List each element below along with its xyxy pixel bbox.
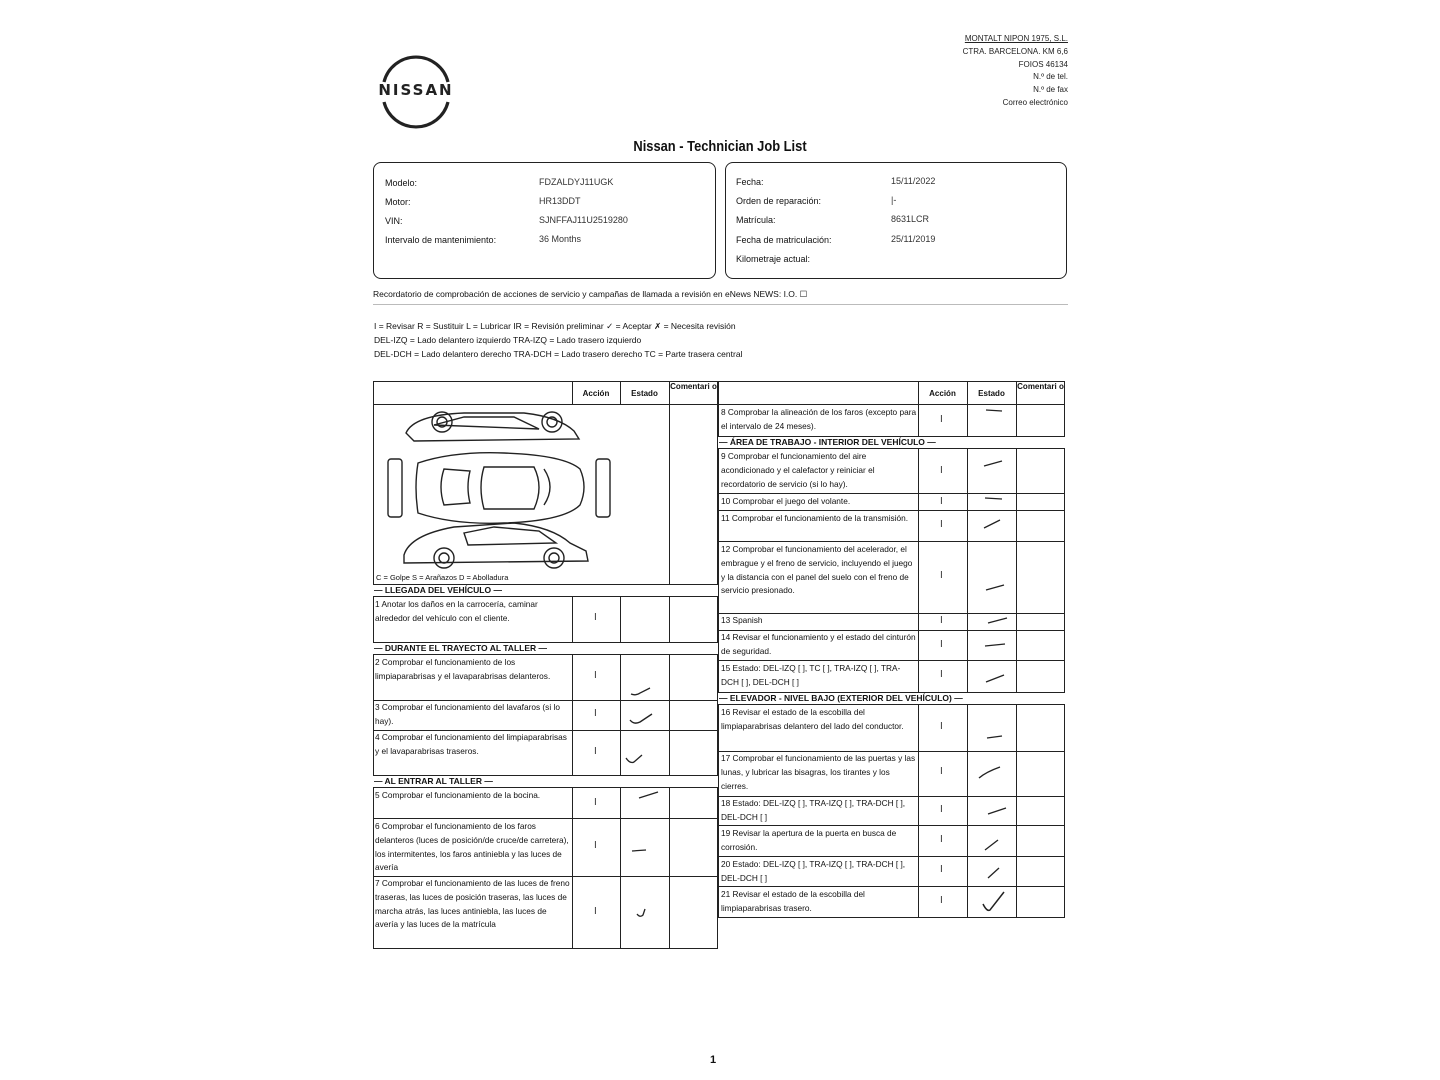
page-number: 1 <box>710 1054 717 1066</box>
col-divider <box>669 381 670 949</box>
car-diagram-caption: C = Golpe S = Arañazos D = Abolladura <box>376 573 509 582</box>
handwritten-check-icon <box>982 638 1008 652</box>
section-entrar: — AL ENTRAR AL TALLER — <box>373 775 718 788</box>
action-mark: I <box>940 570 943 581</box>
section-interior: — ÁREA DE TRABAJO - INTERIOR DEL VEHÍCULO — <box>718 436 1065 449</box>
task-item-8: 8 Comprobar la alineación de los faros (excepto para el intervalo de 24 meses). <box>721 407 917 431</box>
legend-line: DEL-DCH = Lado delantero derecho TRA-DCH = Lado trasero derecho TC = Parte trasera central <box>374 349 743 359</box>
task-item-21: 21 Revisar el estado de la escobilla del limpiaparabrisas trasero. <box>721 889 865 913</box>
task-item-3: 3 Comprobar el funcionamiento del lavafaros (si lo hay). <box>375 702 560 726</box>
action-mark: I <box>594 670 597 681</box>
action-mark: I <box>940 766 943 777</box>
handwritten-check-icon <box>982 730 1008 744</box>
handwritten-check-icon <box>984 614 1010 628</box>
action-mark: I <box>940 414 943 425</box>
task-item-7: 7 Comprobar el funcionamiento de las luces de freno traseras, las luces de posición traseras, las luces de marcha atrás, las luces antiniebla, las luces de avería y las luces de la matrícula <box>375 878 570 930</box>
action-mark: I <box>940 519 943 530</box>
task-item-9: 9 Comprobar el funcionamiento del aire acondicionado y el calefactor y reiniciar el recordatorio de servicio (si lo hay). <box>721 451 875 489</box>
modelo-label: Modelo: <box>385 178 418 188</box>
row-divider <box>718 493 1065 494</box>
handwritten-check-icon <box>980 890 1006 916</box>
divider <box>373 304 1068 305</box>
handwritten-check-icon <box>984 804 1010 818</box>
nissan-logo <box>370 55 462 129</box>
action-mark: I <box>940 834 943 845</box>
handwritten-check-icon <box>624 752 650 766</box>
orden-label: Orden de reparación: <box>736 196 822 206</box>
modelo-value: FDZALDYJ11UGK <box>539 177 614 187</box>
task-item-1: 1 Anotar los daños en la carrocería, caminar alrededor del vehículo con el cliente. <box>375 599 538 623</box>
action-mark: I <box>940 669 943 680</box>
company-line: CTRA. BARCELONA. KM 6,6 <box>962 46 1068 56</box>
legend-line: DEL-IZQ = Lado delantero izquierdo TRA-IZQ = Lado trasero izquierdo <box>374 335 642 345</box>
task-item-14: 14 Revisar el funcionamiento y el estado del cinturón de seguridad. <box>721 632 916 656</box>
section-elevador: — ELEVADOR - NIVEL BAJO (EXTERIOR DEL VEHÍCULO) — <box>718 692 1065 705</box>
task-item-5: 5 Comprobar el funcionamiento de la bocina. <box>375 790 541 800</box>
action-mark: I <box>594 708 597 719</box>
task-item-18: 18 Estado: DEL-IZQ [ ], TRA-IZQ [ ], TRA-DCH [ ], DEL-DCH [ ] <box>721 798 906 822</box>
company-line: N.º de tel. <box>1033 72 1068 82</box>
col-divider <box>918 381 919 918</box>
task-item-19: 19 Revisar la apertura de la puerta en busca de corrosión. <box>721 828 897 852</box>
action-mark: I <box>594 612 597 623</box>
accion-header: Acción <box>929 389 956 398</box>
row-divider <box>373 818 718 819</box>
task-item-2: 2 Comprobar el funcionamiento de los limpiaparabrisas y el lavaparabrisas delanteros. <box>375 657 551 681</box>
row-divider <box>718 886 1065 887</box>
task-item-12: 12 Comprobar el funcionamiento del acelerador, el embrague y el freno de servicio, incluyendo el juego y la distancia con el panel del suelo con el freno de servicio presionado. <box>721 544 913 596</box>
col-divider <box>967 381 968 918</box>
accion-header: Acción <box>582 389 610 398</box>
fecha-matriculacion-value: 25/11/2019 <box>891 234 936 244</box>
action-mark: I <box>940 895 943 906</box>
orden-value: |- <box>891 195 897 205</box>
row-divider <box>718 404 1065 405</box>
handwritten-check-icon <box>980 492 1006 506</box>
section-trayecto: — DURANTE EL TRAYECTO AL TALLER — <box>373 642 718 655</box>
order-info-box <box>725 162 1067 279</box>
motor-label: Motor: <box>385 197 411 207</box>
fecha-matriculacion-label: Fecha de matriculación: <box>736 235 832 245</box>
matricula-label: Matrícula: <box>736 215 776 225</box>
task-item-11: 11 Comprobar el funcionamiento de la transmisión. <box>721 513 909 523</box>
section-llegada: — LLEGADA DEL VEHÍCULO — <box>373 584 718 597</box>
handwritten-check-icon <box>980 405 1006 419</box>
action-mark: I <box>594 746 597 757</box>
task-item-6: 6 Comprobar el funcionamiento de los faros delanteros (luces de posición/de cruce/de carretera), los intermitentes, los faros antiniebla y las luces de avería <box>375 821 569 873</box>
intervalo-value: 36 Months <box>539 234 582 244</box>
handwritten-check-icon <box>636 789 662 803</box>
estado-header: Estado <box>631 389 658 398</box>
handwritten-check-icon <box>980 517 1006 531</box>
handwritten-check-icon <box>628 844 654 858</box>
company-line: N.º de fax <box>1033 85 1068 95</box>
fecha-label: Fecha: <box>736 177 764 187</box>
task-item-15: 15 Estado: DEL-IZQ [ ], TC [ ], TRA-IZQ [ ], TRA-DCH [ ], DEL-DCH [ ] <box>721 663 901 687</box>
row-divider <box>718 510 1065 511</box>
document-title: Nissan - Technician Job List <box>633 138 807 155</box>
company-address <box>900 33 1068 110</box>
estado-header: Estado <box>978 389 1005 398</box>
handwritten-check-icon <box>982 672 1008 686</box>
task-item-4: 4 Comprobar el funcionamiento del limpiaparabrisas y el lavaparabrisas traseros. <box>375 732 567 756</box>
action-mark: I <box>594 797 597 808</box>
legend-line: I = Revisar R = Sustituir L = Lubricar IR = Revisión preliminar ✓ = Aceptar ✗ = Necesita revisión <box>374 321 736 331</box>
comentario-header: Comentari o <box>1017 382 1064 391</box>
action-mark: I <box>594 840 597 851</box>
row-divider <box>718 856 1065 857</box>
fecha-value: 15/11/2022 <box>891 176 936 186</box>
vin-value: SJNFFAJ11U2519280 <box>539 215 628 225</box>
enews-reminder: Recordatorio de comprobación de acciones de servicio y campañas de llamada a revisión en eNews NEWS: I.O. ☐ <box>373 289 808 299</box>
handwritten-check-icon <box>628 684 654 698</box>
company-line: FOIOS 46134 <box>1018 59 1068 69</box>
car-diagram <box>374 405 622 585</box>
task-item-16: 16 Revisar el estado de la escobilla del limpiaparabrisas delantero del lado del conductor. <box>721 707 904 731</box>
action-mark: I <box>940 465 943 476</box>
task-item-10: 10 Comprobar el juego del volante. <box>721 496 851 506</box>
nissan-logo-text: NISSAN <box>378 81 454 99</box>
handwritten-check-icon <box>628 712 654 726</box>
action-mark: I <box>940 721 943 732</box>
vin-label: VIN: <box>385 216 403 226</box>
intervalo-label: Intervalo de mantenimiento: <box>385 235 497 245</box>
company-name: MONTALT NIPON 1975, S.L. <box>964 34 1068 43</box>
row-divider <box>718 660 1065 661</box>
company-line: Correo electrónico <box>1002 97 1068 107</box>
action-mark: I <box>940 496 943 507</box>
task-item-17: 17 Comprobar el funcionamiento de las puertas y las lunas, y lubricar las bisagras, los tirantes y los cierres. <box>721 753 916 791</box>
handwritten-check-icon <box>980 456 1006 470</box>
action-mark: I <box>940 615 943 626</box>
task-item-20: 20 Estado: DEL-IZQ [ ], TRA-IZQ [ ], TRA-DCH [ ], DEL-DCH [ ] <box>721 859 906 883</box>
handwritten-check-icon <box>632 906 658 920</box>
handwritten-check-icon <box>976 766 1002 780</box>
vehicle-info-box <box>373 162 716 279</box>
action-mark: I <box>940 804 943 815</box>
comentario-header: Comentari o <box>670 382 717 391</box>
handwritten-check-icon <box>982 866 1008 880</box>
kilometraje-label: Kilometraje actual: <box>736 254 811 264</box>
handwritten-check-icon <box>982 580 1008 594</box>
handwritten-check-icon <box>980 838 1006 852</box>
col-divider <box>1016 381 1017 918</box>
task-item-13: 13 Spanish <box>721 615 763 625</box>
car-damage-diagram-icon <box>374 405 622 585</box>
action-mark: I <box>940 639 943 650</box>
matricula-value: 8631LCR <box>891 214 930 224</box>
action-mark: I <box>940 864 943 875</box>
action-mark: I <box>594 906 597 917</box>
motor-value: HR13DDT <box>539 196 581 206</box>
row-divider <box>718 825 1065 826</box>
row-divider <box>718 541 1065 542</box>
